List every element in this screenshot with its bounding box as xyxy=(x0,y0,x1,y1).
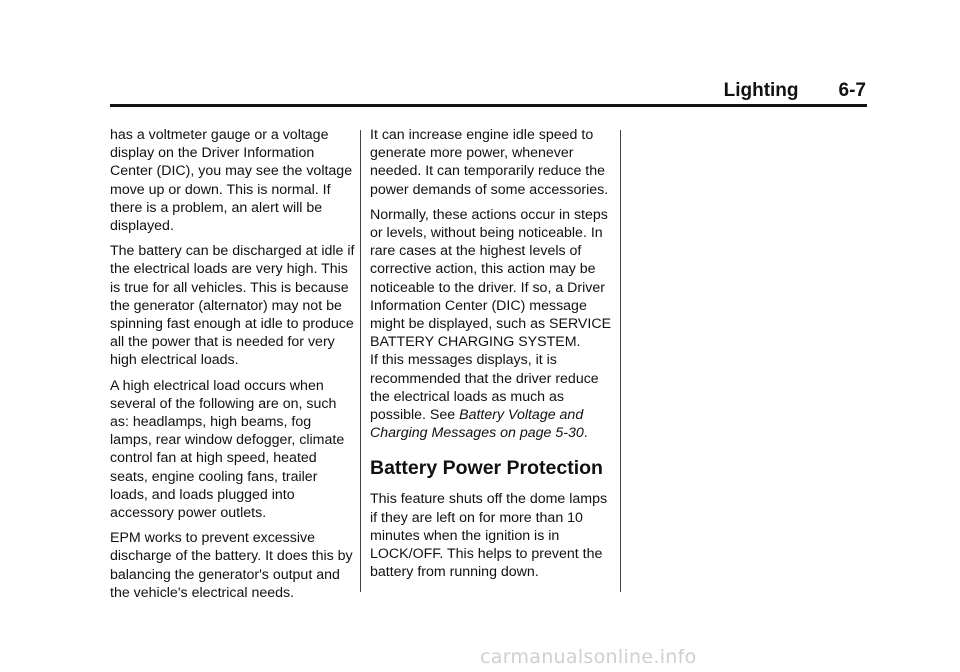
paragraph xyxy=(370,206,615,352)
page-number: 6-7 xyxy=(838,80,866,101)
column-divider xyxy=(360,130,361,592)
paragraph-text: If this messages displays, it is recommended that the driver reduce the electrical loads as much as possible. See xyxy=(370,352,599,424)
section-title: Lighting xyxy=(723,80,799,101)
section-heading: Battery Power Protection xyxy=(370,457,603,480)
column-left xyxy=(110,126,355,609)
paragraph xyxy=(370,351,615,442)
page-header xyxy=(0,78,866,104)
paragraph: It can increase engine idle speed to generate more power, whenever needed. It can temporarily reduce the power demands of some accessories. xyxy=(370,127,609,198)
paragraph: The battery can be discharged at idle if the electrical loads are very high. This is true for all vehicles. This is because the generator (alternator) may not be spinning fast enough at idle to produce all the power that is needed for very high electrical loads. xyxy=(110,243,355,369)
paragraph: has a voltmeter gauge or a voltage display on the Driver Information Center (DIC), you may see the voltage move up or down. This is normal. If there is a problem, an alert will be displayed. xyxy=(110,127,353,235)
footer-watermark: carmanualsonline.info xyxy=(480,646,697,668)
column-middle xyxy=(370,126,615,588)
cross-reference-link[interactable]: Battery Voltage and Charging Messages on page 5-30 xyxy=(370,407,584,442)
header-rule xyxy=(110,104,867,107)
paragraph-text: . xyxy=(583,425,588,442)
paragraph-text: Normally, these actions occur in steps or levels, without being noticeable. In rare cases at the highest levels of corrective action, this action may be noticeable to the driver. If so, a Driver Information Center (DIC) message might be displayed, such as SERVICE BATTERY CHARGING SYSTEM. xyxy=(370,206,612,351)
paragraph: EPM works to prevent excessive discharge of the battery. It does this by balancing the generator's output and the vehicle's electrical needs. xyxy=(110,530,353,601)
paragraph: This feature shuts off the dome lamps if they are left on for more than 10 minutes when the ignition is in LOCK/OFF. This helps to prevent the battery from running down. xyxy=(370,491,608,581)
paragraph: A high electrical load occurs when several of the following are on, such as: headlamps, high beams, fog lamps, rear window defogger, climate control fan at high speed, heated seats, engine cooling fans, trailer loads, and loads plugged into accessory power outlets. xyxy=(110,377,345,522)
column-divider xyxy=(620,130,621,592)
